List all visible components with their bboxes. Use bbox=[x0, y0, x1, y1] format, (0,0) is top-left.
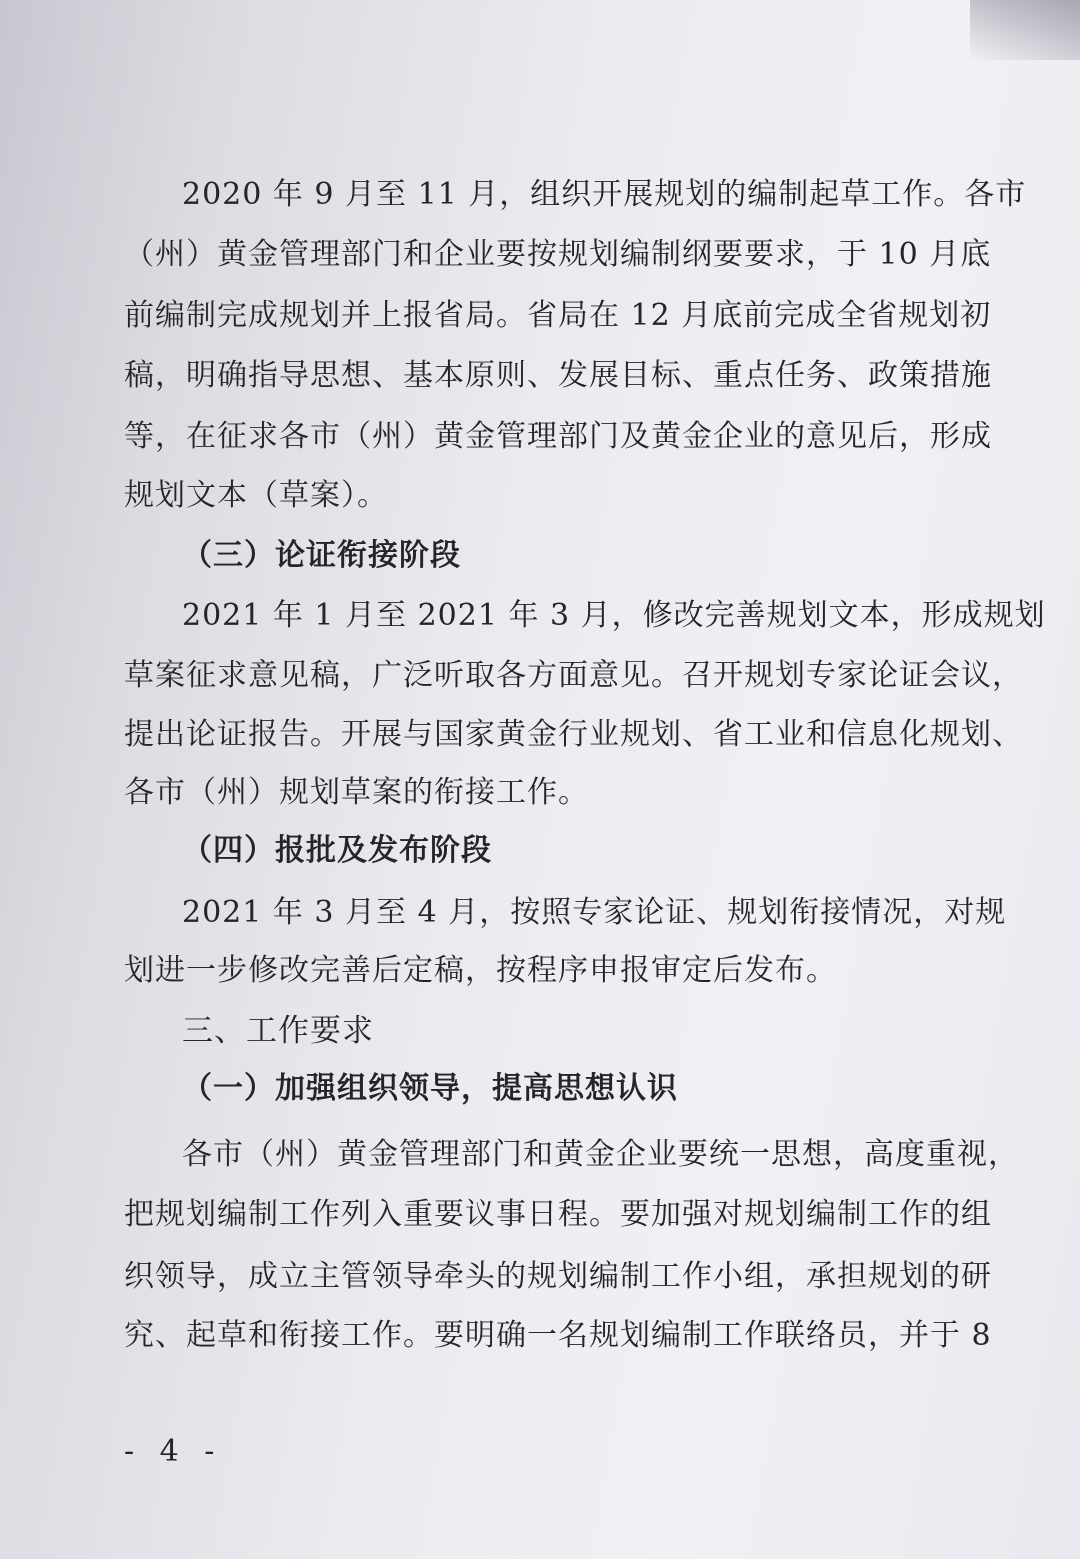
paragraph-line: 把规划编制工作列入重要议事日程。要加强对规划编制工作的组 bbox=[124, 1197, 992, 1232]
paragraph-line: 等，在征求各市（州）黄金管理部门及黄金企业的意见后，形成 bbox=[124, 419, 992, 454]
paragraph-line: 究、起草和衔接工作。要明确一名规划编制工作联络员，并于 8 bbox=[124, 1318, 992, 1353]
paragraph-line: （州）黄金管理部门和企业要按规划编制纲要要求，于 10 月底 bbox=[124, 237, 992, 272]
section-heading: 三、工作要求 bbox=[182, 1013, 374, 1049]
paragraph-line: 2021 年 3 月至 4 月，按照专家论证、规划衔接情况，对规 bbox=[182, 895, 1007, 930]
paragraph-line: 各市（州）黄金管理部门和黄金企业要统一思想，高度重视， bbox=[182, 1137, 1019, 1172]
subsection-heading: （一）加强组织领导，提高思想认识 bbox=[182, 1071, 678, 1106]
paragraph-line: 规划文本（草案）。 bbox=[124, 478, 388, 513]
page-number: - 4 - bbox=[124, 1434, 223, 1469]
paragraph-line: 2021 年 1 月至 2021 年 3 月，修改完善规划文本，形成规划 bbox=[182, 598, 1046, 633]
paragraph-line: 稿，明确指导思想、基本原则、发展目标、重点任务、政策措施 bbox=[124, 358, 992, 393]
subsection-heading: （四）报批及发布阶段 bbox=[182, 833, 492, 868]
paragraph-line: 各市（州）规划草案的衔接工作。 bbox=[124, 775, 589, 810]
paragraph-line: 提出论证报告。开展与国家黄金行业规划、省工业和信息化规划、 bbox=[124, 717, 1023, 752]
paragraph-line: 织领导，成立主管领导牵头的规划编制工作小组，承担规划的研 bbox=[124, 1259, 992, 1294]
paragraph-line: 划进一步修改完善后定稿，按程序申报审定后发布。 bbox=[124, 953, 837, 988]
paragraph-line: 前编制完成规划并上报省局。省局在 12 月底前完成全省规划初 bbox=[124, 298, 992, 333]
paragraph-line: 草案征求意见稿，广泛听取各方面意见。召开规划专家论证会议， bbox=[124, 658, 1023, 693]
subsection-heading: （三）论证衔接阶段 bbox=[182, 538, 461, 573]
paragraph-line: 2020 年 9 月至 11 月，组织开展规划的编制起草工作。各市 bbox=[182, 177, 1027, 212]
